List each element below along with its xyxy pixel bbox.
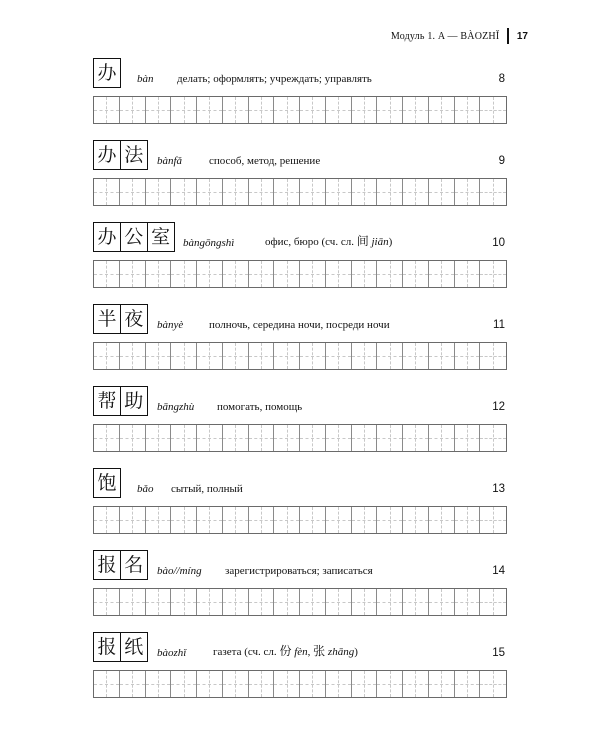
grid-cell[interactable] xyxy=(429,671,455,697)
hanzi-char: 帮 xyxy=(93,386,121,416)
pinyin: bào//míng xyxy=(157,565,202,577)
grid-cell[interactable] xyxy=(274,671,300,697)
hanzi-char: 室 xyxy=(147,222,175,252)
hanzi-char: 名 xyxy=(120,550,148,580)
grid-cell[interactable] xyxy=(300,425,326,451)
grid-cell[interactable] xyxy=(300,179,326,205)
grid-cell[interactable] xyxy=(480,179,506,205)
measure-word-hanzi: 张 xyxy=(313,644,326,658)
grid-cell[interactable] xyxy=(249,507,275,533)
grid-cell[interactable] xyxy=(326,507,352,533)
grid-cell[interactable] xyxy=(300,343,326,369)
grid-cell[interactable] xyxy=(352,179,378,205)
grid-cell[interactable] xyxy=(197,97,223,123)
pinyin: bàngōngshì xyxy=(183,237,235,249)
header-divider xyxy=(507,28,509,44)
grid-cell[interactable] xyxy=(352,589,378,615)
grid-cell[interactable] xyxy=(300,507,326,533)
vocab-entry xyxy=(93,550,507,590)
practice-grid[interactable] xyxy=(93,506,507,534)
grid-cell[interactable] xyxy=(377,179,403,205)
hanzi-char: 公 xyxy=(120,222,148,252)
grid-cell[interactable] xyxy=(274,97,300,123)
meaning: делать; оформлять; учреждать; управлять xyxy=(177,73,372,85)
grid-cell[interactable] xyxy=(480,261,506,287)
grid-cell[interactable] xyxy=(197,179,223,205)
grid-cell[interactable] xyxy=(223,671,249,697)
grid-cell[interactable] xyxy=(146,261,172,287)
grid-cell[interactable] xyxy=(403,261,429,287)
hanzi-char: 办 xyxy=(93,222,121,252)
grid-cell[interactable] xyxy=(326,97,352,123)
page-number: 17 xyxy=(516,30,528,42)
grid-cell[interactable] xyxy=(171,97,197,123)
hanzi-char: 办 xyxy=(93,140,121,170)
running-header xyxy=(391,28,528,44)
grid-cell[interactable] xyxy=(455,97,481,123)
grid-cell[interactable] xyxy=(480,343,506,369)
grid-cell[interactable] xyxy=(326,261,352,287)
grid-cell[interactable] xyxy=(249,261,275,287)
grid-cell[interactable] xyxy=(120,179,146,205)
grid-cell[interactable] xyxy=(197,671,223,697)
grid-cell[interactable] xyxy=(120,671,146,697)
grid-cell[interactable] xyxy=(197,589,223,615)
grid-cell[interactable] xyxy=(274,343,300,369)
grid-cell[interactable] xyxy=(455,179,481,205)
entry-head xyxy=(93,222,507,262)
grid-cell[interactable] xyxy=(300,97,326,123)
grid-cell[interactable] xyxy=(377,97,403,123)
practice-grid[interactable] xyxy=(93,178,507,206)
grid-cell[interactable] xyxy=(223,507,249,533)
grid-cell[interactable] xyxy=(429,507,455,533)
grid-cell[interactable] xyxy=(146,425,172,451)
hanzi-char: 饱 xyxy=(93,468,121,498)
vocab-entry xyxy=(93,468,507,508)
grid-cell[interactable] xyxy=(223,179,249,205)
grid-cell[interactable] xyxy=(429,97,455,123)
grid-cell[interactable] xyxy=(429,589,455,615)
grid-cell[interactable] xyxy=(403,97,429,123)
measure-word-pinyin: fèn xyxy=(294,646,308,658)
entry-number: 11 xyxy=(493,319,505,331)
grid-cell[interactable] xyxy=(171,261,197,287)
meaning: способ, метод, решение xyxy=(209,155,321,167)
entry-number: 10 xyxy=(492,237,505,249)
hanzi-boxes xyxy=(93,140,147,170)
hanzi-char: 夜 xyxy=(120,304,148,334)
grid-cell[interactable] xyxy=(94,507,120,533)
grid-cell[interactable] xyxy=(377,671,403,697)
grid-cell[interactable] xyxy=(403,425,429,451)
hanzi-char: 报 xyxy=(93,550,121,580)
grid-cell[interactable] xyxy=(249,97,275,123)
grid-cell[interactable] xyxy=(171,425,197,451)
hanzi-boxes xyxy=(93,386,147,416)
grid-cell[interactable] xyxy=(120,97,146,123)
meaning-text: офис, бюро (сч. сл. xyxy=(265,236,357,248)
grid-cell[interactable] xyxy=(480,425,506,451)
grid-cell[interactable] xyxy=(197,343,223,369)
grid-cell[interactable] xyxy=(249,343,275,369)
grid-cell[interactable] xyxy=(171,179,197,205)
hanzi-char: 法 xyxy=(120,140,148,170)
grid-cell[interactable] xyxy=(480,97,506,123)
vocab-entry xyxy=(93,386,507,426)
entry-head xyxy=(93,304,507,344)
grid-cell[interactable] xyxy=(223,261,249,287)
grid-cell[interactable] xyxy=(120,507,146,533)
grid-cell[interactable] xyxy=(403,507,429,533)
meaning-close: ) xyxy=(388,236,393,248)
meaning: зарегистрироваться; записаться xyxy=(225,565,373,577)
grid-cell[interactable] xyxy=(94,589,120,615)
meaning: сытый, полный xyxy=(171,483,243,495)
grid-cell[interactable] xyxy=(403,671,429,697)
grid-cell[interactable] xyxy=(377,425,403,451)
grid-cell[interactable] xyxy=(429,343,455,369)
grid-cell[interactable] xyxy=(352,507,378,533)
grid-cell[interactable] xyxy=(480,589,506,615)
grid-cell[interactable] xyxy=(377,507,403,533)
grid-cell[interactable] xyxy=(197,261,223,287)
grid-cell[interactable] xyxy=(403,179,429,205)
grid-cell[interactable] xyxy=(455,343,481,369)
grid-cell[interactable] xyxy=(223,343,249,369)
vocab-entry xyxy=(93,222,507,262)
measure-word-pinyin: zhāng xyxy=(327,646,355,658)
grid-cell[interactable] xyxy=(223,97,249,123)
hanzi-boxes xyxy=(93,222,173,252)
grid-cell[interactable] xyxy=(326,343,352,369)
measure-word-hanzi: 间 xyxy=(356,234,369,248)
header-title: Модуль 1. A — BÀOZHǏ xyxy=(390,30,500,42)
grid-cell[interactable] xyxy=(455,261,481,287)
grid-cell[interactable] xyxy=(274,261,300,287)
grid-cell[interactable] xyxy=(146,343,172,369)
pinyin: bànfǎ xyxy=(157,155,183,167)
vocab-entry xyxy=(93,58,507,98)
grid-cell[interactable] xyxy=(455,589,481,615)
entry-number: 8 xyxy=(498,73,505,85)
entry-number: 9 xyxy=(498,155,505,167)
grid-cell[interactable] xyxy=(455,425,481,451)
meaning: полночь, середина ночи, посреди ночи xyxy=(209,319,390,331)
grid-cell[interactable] xyxy=(326,589,352,615)
grid-cell[interactable] xyxy=(249,425,275,451)
grid-cell[interactable] xyxy=(94,97,120,123)
grid-cell[interactable] xyxy=(352,261,378,287)
grid-cell[interactable] xyxy=(94,179,120,205)
grid-cell[interactable] xyxy=(352,671,378,697)
grid-cell[interactable] xyxy=(223,589,249,615)
grid-cell[interactable] xyxy=(274,179,300,205)
grid-cell[interactable] xyxy=(120,589,146,615)
grid-cell[interactable] xyxy=(171,589,197,615)
meaning-text: газета (сч. сл. xyxy=(213,646,280,658)
grid-cell[interactable] xyxy=(352,425,378,451)
hanzi-char: 半 xyxy=(93,304,121,334)
grid-cell[interactable] xyxy=(223,425,249,451)
entry-number: 13 xyxy=(492,483,505,495)
vocab-entry xyxy=(93,632,507,672)
grid-cell[interactable] xyxy=(274,425,300,451)
pinyin: bàozhǐ xyxy=(157,647,187,659)
grid-cell[interactable] xyxy=(249,179,275,205)
vocab-entry xyxy=(93,304,507,344)
entry-number: 14 xyxy=(492,565,505,577)
grid-cell[interactable] xyxy=(274,507,300,533)
hanzi-boxes xyxy=(93,468,120,498)
entry-head xyxy=(93,550,507,590)
grid-cell[interactable] xyxy=(326,425,352,451)
hanzi-char: 报 xyxy=(93,632,121,662)
entry-head xyxy=(93,386,507,426)
meaning-sep: , xyxy=(307,646,314,658)
grid-cell[interactable] xyxy=(300,671,326,697)
hanzi-boxes xyxy=(93,550,147,580)
entry-head xyxy=(93,58,507,98)
meaning xyxy=(213,642,358,659)
hanzi-boxes xyxy=(93,632,147,662)
grid-cell[interactable] xyxy=(377,261,403,287)
pinyin: bàn xyxy=(137,73,154,85)
pinyin: bāngzhù xyxy=(157,401,195,413)
entry-number: 15 xyxy=(492,647,505,659)
grid-cell[interactable] xyxy=(249,589,275,615)
measure-word-pinyin: jiān xyxy=(371,236,389,248)
grid-cell[interactable] xyxy=(403,343,429,369)
practice-grid[interactable] xyxy=(93,342,507,370)
grid-cell[interactable] xyxy=(171,671,197,697)
grid-cell[interactable] xyxy=(352,97,378,123)
grid-cell[interactable] xyxy=(480,507,506,533)
grid-cell[interactable] xyxy=(352,343,378,369)
practice-grid[interactable] xyxy=(93,424,507,452)
entry-head xyxy=(93,632,507,672)
grid-cell[interactable] xyxy=(326,671,352,697)
grid-cell[interactable] xyxy=(120,425,146,451)
grid-cell[interactable] xyxy=(197,425,223,451)
entry-head xyxy=(93,468,507,508)
grid-cell[interactable] xyxy=(94,671,120,697)
grid-cell[interactable] xyxy=(429,179,455,205)
grid-cell[interactable] xyxy=(146,671,172,697)
pinyin: bànyè xyxy=(157,319,184,331)
measure-word-hanzi: 份 xyxy=(279,644,292,658)
meaning xyxy=(265,232,392,249)
practice-grid[interactable] xyxy=(93,260,507,288)
entry-number: 12 xyxy=(492,401,505,413)
grid-cell[interactable] xyxy=(120,261,146,287)
grid-cell[interactable] xyxy=(377,589,403,615)
practice-grid[interactable] xyxy=(93,96,507,124)
grid-cell[interactable] xyxy=(171,507,197,533)
grid-cell[interactable] xyxy=(455,507,481,533)
grid-cell[interactable] xyxy=(94,343,120,369)
meaning-close: ) xyxy=(354,646,358,658)
grid-cell[interactable] xyxy=(300,261,326,287)
vocab-entry xyxy=(93,140,507,180)
meaning: помогать, помощь xyxy=(217,401,303,413)
hanzi-char: 助 xyxy=(120,386,148,416)
practice-grid[interactable] xyxy=(93,588,507,616)
grid-cell[interactable] xyxy=(171,343,197,369)
grid-cell[interactable] xyxy=(146,97,172,123)
grid-cell[interactable] xyxy=(274,589,300,615)
grid-cell[interactable] xyxy=(377,343,403,369)
hanzi-char: 纸 xyxy=(120,632,148,662)
grid-cell[interactable] xyxy=(94,425,120,451)
grid-cell[interactable] xyxy=(94,261,120,287)
entry-head xyxy=(93,140,507,180)
grid-cell[interactable] xyxy=(429,261,455,287)
hanzi-boxes xyxy=(93,58,120,88)
hanzi-char: 办 xyxy=(93,58,121,88)
grid-cell[interactable] xyxy=(480,671,506,697)
grid-cell[interactable] xyxy=(403,589,429,615)
grid-cell[interactable] xyxy=(455,671,481,697)
pinyin: bǎo xyxy=(137,483,154,495)
grid-cell[interactable] xyxy=(146,179,172,205)
grid-cell[interactable] xyxy=(326,179,352,205)
hanzi-boxes xyxy=(93,304,147,334)
grid-cell[interactable] xyxy=(249,671,275,697)
grid-cell[interactable] xyxy=(120,343,146,369)
grid-cell[interactable] xyxy=(146,589,172,615)
grid-cell[interactable] xyxy=(146,507,172,533)
grid-cell[interactable] xyxy=(197,507,223,533)
grid-cell[interactable] xyxy=(300,589,326,615)
grid-cell[interactable] xyxy=(429,425,455,451)
practice-grid[interactable] xyxy=(93,670,507,698)
